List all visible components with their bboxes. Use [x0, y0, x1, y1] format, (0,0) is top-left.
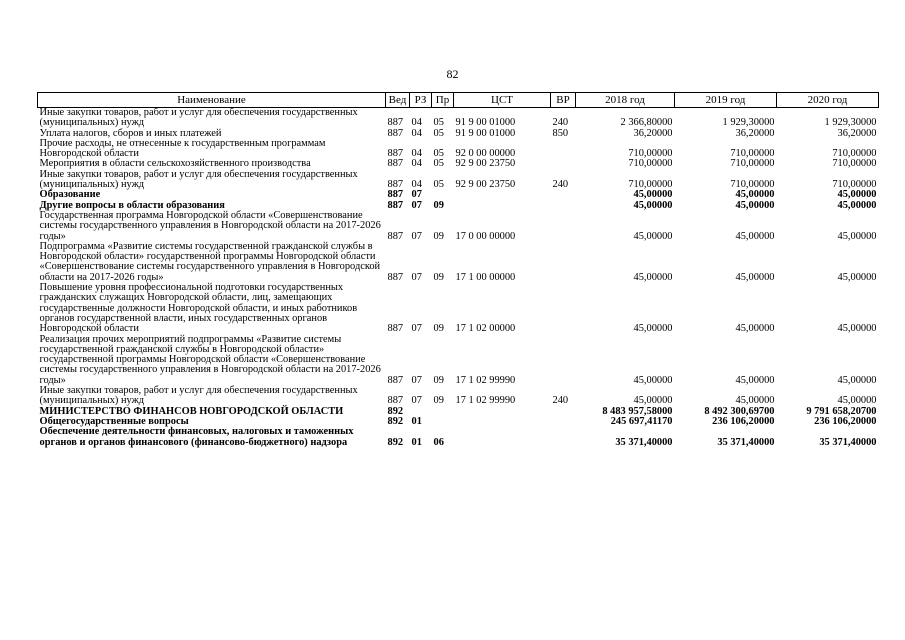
row-vr: 240	[552, 117, 569, 129]
row-vr	[551, 283, 576, 334]
row-rz: 07	[411, 199, 422, 211]
row-rz: 07	[411, 189, 422, 201]
row-name: Другие вопросы в области образования	[39, 199, 225, 211]
row-ved: 887	[387, 148, 404, 160]
row-2020: 236 106,20000	[814, 415, 877, 427]
row-ved: 892	[387, 405, 404, 417]
row-rz: 07	[411, 395, 422, 407]
row-rz: 07	[411, 271, 422, 283]
row-2019: 45,00000	[735, 271, 775, 283]
row-ved: 887	[387, 323, 404, 335]
row-2018: 710,00000	[628, 158, 673, 170]
row-2018: 36,20000	[633, 127, 673, 139]
row-rz: 04	[411, 179, 422, 191]
row-cst: 92 9 00 23750	[455, 179, 516, 191]
row-ved: 887	[387, 271, 404, 283]
row-rz: 04	[411, 127, 422, 139]
row-rz: 04	[411, 148, 422, 160]
row-vr	[551, 211, 576, 242]
row-name: Иные закупки товаров, работ и услуг для обеспечения государственных (муниципальных) нужд	[39, 385, 358, 407]
row-pr: 05	[433, 127, 444, 139]
row-name: Мероприятия в области сельскохозяйственного производства	[39, 158, 311, 170]
row-rz: 07	[411, 374, 422, 386]
header-row	[38, 93, 879, 108]
row-pr: 09	[433, 374, 444, 386]
row-cst: 17 1 02 99990	[455, 395, 516, 407]
row-2018: 45,00000	[633, 395, 673, 407]
row-pr: 06	[433, 436, 444, 448]
row-2019: 45,00000	[735, 189, 775, 201]
row-2020: 710,00000	[832, 179, 877, 191]
row-cst: 92 0 00 00000	[455, 148, 516, 160]
row-ved: 887	[387, 117, 404, 129]
row-ved: 887	[387, 189, 404, 201]
row-2020: 710,00000	[832, 148, 877, 160]
row-cst: 17 0 00 00000	[455, 230, 516, 242]
row-cst: 91 9 00 01000	[455, 127, 516, 139]
row-2018: 8 483 957,58000	[602, 405, 673, 417]
row-2020: 45,00000	[837, 395, 877, 407]
row-vr	[551, 201, 576, 211]
row-2019: 45,00000	[735, 395, 775, 407]
row-pr: 09	[433, 230, 444, 242]
row-rz: 01	[411, 436, 422, 448]
row-cst: 91 9 00 01000	[455, 117, 516, 129]
row-cst	[454, 407, 551, 417]
row-vr	[551, 242, 576, 283]
row-pr: 05	[433, 148, 444, 160]
row-ved: 887	[387, 395, 404, 407]
row-name: Образование	[39, 189, 101, 201]
row-2018: 45,00000	[633, 230, 673, 242]
table-body	[38, 108, 879, 448]
row-pr: 09	[433, 199, 444, 211]
row-name: Повышение уровня профессиональной подготовки государственных гражданских служащих Новгородской области, лиц, замещающих государственные должности Новгородской области, и иных работников органов государственной власти, иных государственных органов Новгородской области	[39, 282, 358, 335]
row-cst	[454, 427, 551, 448]
table-row	[38, 211, 879, 242]
row-2019: 1 929,30000	[722, 117, 775, 129]
row-2018: 45,00000	[633, 199, 673, 211]
row-2020: 45,00000	[837, 323, 877, 335]
row-pr: 05	[433, 179, 444, 191]
row-pr: 09	[433, 271, 444, 283]
row-name: Государственная программа Новгородской области «Совершенствование системы государственного управления в Новгородской области на 2017-2026 годы»	[39, 209, 381, 242]
row-name: Прочие расходы, не отнесенные к государственным программам Новгородской области	[39, 137, 326, 160]
row-2019: 35 371,40000	[717, 436, 775, 448]
row-2018: 710,00000	[628, 179, 673, 191]
row-name: Подпрограмма «Развитие системы государственной гражданской службы в Новгородской области» государственной программы Новгородской области «Совершенствование системы государственного управления в Новгородской области на 2017-2026 годы»	[39, 240, 381, 283]
row-2020: 45,00000	[837, 271, 877, 283]
row-2020: 710,00000	[832, 158, 877, 170]
row-rz: 04	[411, 158, 422, 170]
table-row	[38, 139, 879, 160]
row-2020: 45,00000	[837, 374, 877, 386]
row-2019: 45,00000	[735, 374, 775, 386]
row-2020: 45,00000	[837, 189, 877, 201]
row-2018: 2 366,80000	[620, 117, 673, 129]
row-2018: 45,00000	[633, 271, 673, 283]
row-name: Общегосударственные вопросы	[39, 415, 189, 427]
row-ved: 887	[387, 230, 404, 242]
row-2019: 8 492 300,69700	[704, 405, 775, 417]
row-2020: 35 371,40000	[819, 436, 877, 448]
row-name: Уплата налогов, сборов и иных платежей	[39, 127, 222, 139]
col-2019-header: 2019 год	[675, 93, 777, 108]
row-2018: 45,00000	[633, 189, 673, 201]
row-vr	[551, 335, 576, 386]
row-cst	[454, 190, 551, 200]
row-2019: 710,00000	[730, 148, 775, 160]
row-cst: 92 9 00 23750	[455, 158, 516, 170]
row-vr	[551, 159, 576, 169]
row-pr: 09	[433, 395, 444, 407]
col-ved-header: Вед	[386, 93, 410, 108]
row-2018: 45,00000	[633, 374, 673, 386]
table-row	[38, 242, 879, 283]
row-vr	[551, 407, 576, 417]
row-rz: 07	[411, 323, 422, 335]
row-2019: 710,00000	[730, 179, 775, 191]
col-pr-header: Пр	[432, 93, 454, 108]
row-vr	[551, 190, 576, 200]
row-2020: 45,00000	[837, 199, 877, 211]
row-ved: 887	[387, 158, 404, 170]
row-ved: 887	[387, 179, 404, 191]
table-row	[38, 108, 879, 129]
row-2019: 36,20000	[735, 127, 775, 139]
row-2020: 1 929,30000	[824, 117, 877, 129]
col-rz-header: РЗ	[410, 93, 432, 108]
row-name: Обеспечение деятельности финансовых, налоговых и таможенных органов и органов финансового (финансово-бюджетного) надзора	[39, 426, 354, 448]
row-name: Иные закупки товаров, работ и услуг для обеспечения государственных (муниципальных) нужд	[39, 168, 358, 191]
row-ved: 892	[387, 415, 404, 427]
row-vr	[551, 139, 576, 160]
row-vr	[551, 427, 576, 448]
row-2019: 45,00000	[735, 199, 775, 211]
row-name: МИНИСТЕРСТВО ФИНАНСОВ НОВГОРОДСКОЙ ОБЛАСТИ	[39, 405, 344, 417]
row-pr: 05	[433, 158, 444, 170]
row-cst	[454, 201, 551, 211]
row-2019: 45,00000	[735, 323, 775, 335]
row-name: Иные закупки товаров, работ и услуг для обеспечения государственных (муниципальных) нужд	[39, 107, 358, 129]
row-2018: 35 371,40000	[615, 436, 673, 448]
row-vr	[551, 417, 576, 427]
row-rz: 04	[411, 117, 422, 129]
table-row	[38, 386, 879, 407]
row-2020: 45,00000	[837, 230, 877, 242]
row-pr: 05	[433, 117, 444, 129]
row-ved: 887	[387, 127, 404, 139]
row-ved: 887	[387, 199, 404, 211]
row-2018: 245 697,41170	[610, 415, 673, 427]
row-vr: 240	[552, 179, 569, 191]
row-ved: 892	[387, 436, 404, 448]
row-cst: 17 1 02 00000	[455, 323, 516, 335]
table-row	[38, 427, 879, 448]
table-row	[38, 335, 879, 386]
col-2018-header: 2018 год	[576, 93, 675, 108]
col-vr-header: ВР	[551, 93, 576, 108]
row-2018: 710,00000	[628, 148, 673, 160]
row-2019: 710,00000	[730, 158, 775, 170]
row-pr	[432, 417, 454, 427]
row-2018: 45,00000	[633, 323, 673, 335]
page-number: 82	[446, 67, 459, 81]
table-row	[38, 283, 879, 334]
row-name: Реализация прочих мероприятий подпрограммы «Развитие системы государственной гражданской службы в Новгородской области» государственной программы Новгородской области «Совершенствование системы государственного управления в Новгородской области на 2017-2026 годы»	[39, 333, 381, 386]
row-2019: 236 106,20000	[712, 415, 775, 427]
col-2020-header: 2020 год	[777, 93, 879, 108]
row-2020: 9 791 658,20700	[806, 405, 877, 417]
row-2020: 36,20000	[837, 127, 877, 139]
row-vr: 240	[552, 395, 569, 407]
row-2019: 45,00000	[735, 230, 775, 242]
table-row	[38, 170, 879, 191]
row-cst: 17 1 02 99990	[455, 374, 516, 386]
col-cst-header: ЦСТ	[454, 93, 551, 108]
row-rz: 01	[411, 415, 422, 427]
col-name-header: Наименование	[38, 93, 386, 108]
row-cst	[454, 417, 551, 427]
row-pr: 09	[433, 323, 444, 335]
budget-table	[37, 92, 879, 448]
row-rz: 07	[411, 230, 422, 242]
row-vr: 850	[552, 127, 569, 139]
row-cst: 17 1 00 00000	[455, 271, 516, 283]
row-ved: 887	[387, 374, 404, 386]
row-pr	[432, 407, 454, 417]
